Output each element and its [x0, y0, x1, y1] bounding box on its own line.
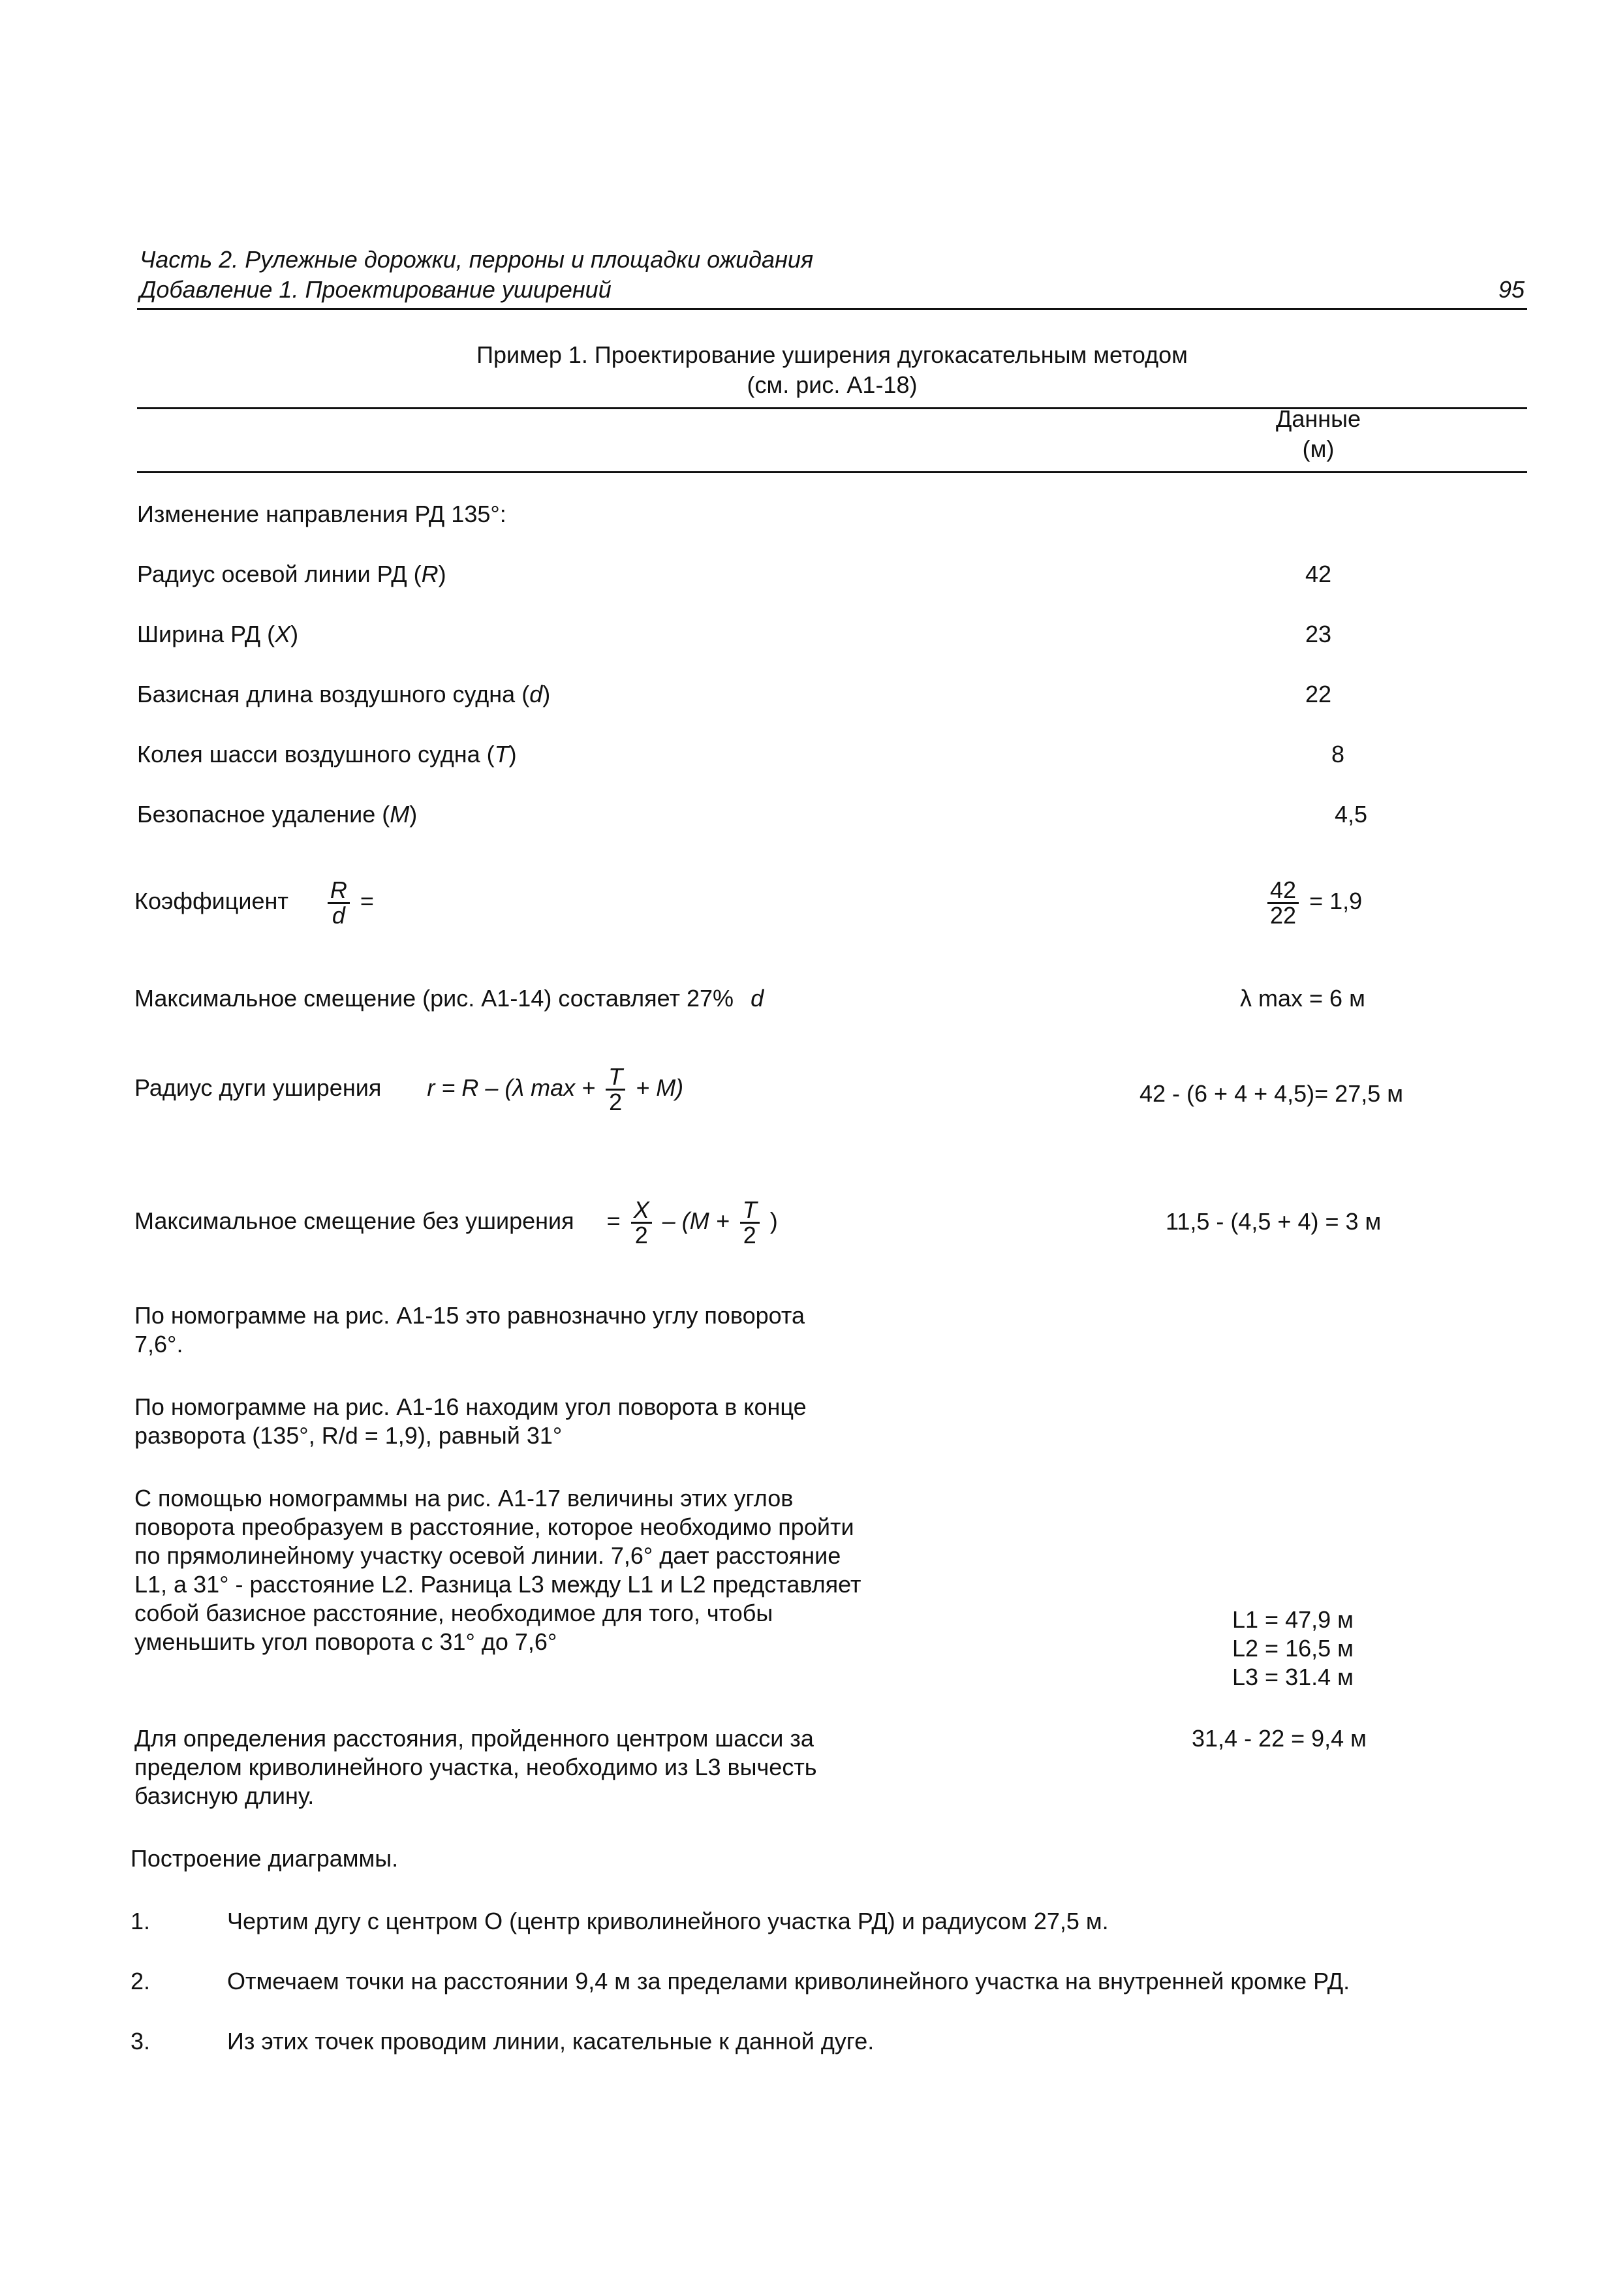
arc-formula-start: r = R – (λ max + — [427, 1074, 596, 1102]
step-1-number: 1. — [131, 1908, 151, 1934]
nowiden-denominator-2: 2 — [743, 1222, 756, 1249]
width-symbol: X — [275, 621, 291, 647]
l-values — [1232, 1606, 1354, 1692]
radius-row-label: Радиус осевой линии РД (R) — [137, 561, 446, 587]
arc-formula — [427, 1063, 684, 1115]
nowiden-fraction-2 — [740, 1198, 760, 1247]
arc-formula-fraction — [606, 1065, 625, 1114]
base-value: 22 — [1305, 681, 1332, 707]
safe-label: Безопасное удаление — [137, 801, 376, 828]
maxshift-row — [134, 984, 764, 1013]
coefficient-row: Коэффициент $\frac{R}{d}$ = — [134, 877, 374, 929]
paragraph-nomogram-a1-16: По номограмме на рис. А1-16 находим угол поворота в конце разворота (135°, R/d = 1,9), равный 31° — [134, 1393, 807, 1449]
paragraph-distance: Для определения расстояния, пройденного центром шасси за пределом криволинейного участка, необходимо из L3 вычесть базисную длину. — [134, 1725, 817, 1809]
coefficient-result: = 1,9 — [1309, 888, 1363, 915]
radius-symbol: R — [421, 561, 439, 587]
base-label: Базисная длина воздушного судна — [137, 681, 516, 707]
nowiden-value: 11,5 - (4,5 + 4) = 3 м — [1166, 1208, 1382, 1235]
coefficient-denominator: d — [332, 902, 345, 929]
coefficient-value — [1263, 878, 1362, 927]
width-label: Ширина РД — [137, 621, 261, 647]
base-row-label: Базисная длина воздушного судна (d) — [137, 681, 551, 707]
nowiden-numerator-2: T — [740, 1198, 760, 1224]
step-1-text: Чертим дугу с центром O (центр криволинейного участка РД) и радиусом 27,5 м. — [227, 1908, 1109, 1934]
nowiden-row — [134, 1198, 778, 1247]
nowiden-equals: = — [606, 1207, 621, 1235]
safe-symbol: M — [390, 801, 410, 828]
header-line-2: Добавление 1. Проектирование уширений — [140, 276, 612, 303]
track-symbol: T — [494, 741, 509, 768]
coefficient-fraction — [328, 878, 350, 927]
table-header-rule — [137, 471, 1527, 473]
arc-label: Радиус дуги уширения — [134, 1074, 382, 1102]
coefficient-value-numerator: 42 — [1267, 878, 1299, 904]
radius-label: Радиус осевой линии РД — [137, 561, 407, 587]
header-line-1: Часть 2. Рулежные дорожки, перроны и площадки ожидания — [140, 246, 814, 273]
coefficient-value-fraction — [1267, 878, 1299, 927]
construction-heading: Построение диаграммы. — [131, 1845, 399, 1872]
example-subtitle: (см. рис. А1-18) — [747, 371, 918, 398]
arc-formula-end: + M) — [636, 1074, 684, 1102]
coefficient-numerator: R — [328, 878, 350, 904]
data-column-unit: (м) — [1302, 435, 1335, 462]
nowiden-numerator-1: X — [631, 1198, 652, 1224]
width-value: 23 — [1305, 621, 1332, 647]
example-title: Пример 1. Проектирование уширения дугокасательным методом — [476, 341, 1188, 368]
step-3-number: 3. — [131, 2028, 151, 2055]
safe-row-label: Безопасное удаление (M) — [137, 801, 418, 828]
l2-value: L2 = 16,5 м — [1232, 1635, 1354, 1662]
header-rule — [137, 308, 1527, 310]
nowiden-label: Максимальное смещение без уширения — [134, 1207, 574, 1235]
maxshift-label: Максимальное смещение (рис. А1-14) составляет 27% — [134, 985, 734, 1012]
coefficient-value-denominator: 22 — [1270, 902, 1297, 929]
nowiden-fraction-1 — [631, 1198, 652, 1247]
width-row-label: Ширина РД (X) — [137, 621, 299, 647]
l3-value: L3 = 31.4 м — [1232, 1664, 1354, 1690]
arc-formula-numerator: T — [606, 1065, 625, 1091]
track-label: Колея шасси воздушного судна — [137, 741, 480, 768]
maxshift-value: λ max = 6 м — [1240, 985, 1365, 1012]
base-symbol: d — [529, 681, 543, 707]
track-row-label: Колея шасси воздушного судна (T) — [137, 741, 517, 768]
arc-formula-denominator: 2 — [609, 1089, 623, 1115]
safe-value: 4,5 — [1334, 801, 1368, 828]
nowiden-denominator-1: 2 — [634, 1222, 648, 1249]
direction-change-label: Изменение направления РД 135°: — [137, 501, 506, 527]
step-2-number: 2. — [131, 1968, 151, 1994]
data-column-header: Данные — [1275, 405, 1361, 432]
step-2-text: Отмечаем точки на расстоянии 9,4 м за пределами криволинейного участка на внутренней кромке РД. — [227, 1968, 1350, 1994]
paragraph-nomogram-a1-15: По номограмме на рис. А1-15 это равнозначно углу поворота 7,6°. — [134, 1302, 805, 1357]
paragraph-nomogram-a1-17: С помощью номограммы на рис. А1-17 величины этих углов поворота преобразуем в расстояние, которое необходимо пройти по прямолинейному участку осевой линии. 7,6° дает расстояние L1, а 31° - расстояние L2. Разница L3 между L1 и L2 представляет собой базисное расстояние, необходимое для того, чтобы уменьшить угол поворота с 31° до 7,6° — [134, 1485, 861, 1655]
arc-row — [134, 1065, 683, 1114]
nowiden-formula — [606, 1196, 778, 1249]
l1-value: L1 = 47,9 м — [1232, 1606, 1354, 1633]
page-number: 95 — [1498, 276, 1525, 303]
nowiden-close: ) — [769, 1207, 778, 1235]
maxshift-symbol: d — [751, 985, 764, 1012]
step-3-text: Из этих точек проводим линии, касательные к данной дуге. — [227, 2028, 875, 2055]
coefficient-label: Коэффициент — [134, 888, 288, 915]
distance-value: 31,4 - 22 = 9,4 м — [1192, 1725, 1367, 1752]
radius-value: 42 — [1305, 561, 1332, 587]
track-value: 8 — [1331, 741, 1345, 768]
nowiden-middle: – (M + — [662, 1207, 730, 1235]
arc-value: 42 - (6 + 4 + 4,5)= 27,5 м — [1139, 1080, 1403, 1107]
